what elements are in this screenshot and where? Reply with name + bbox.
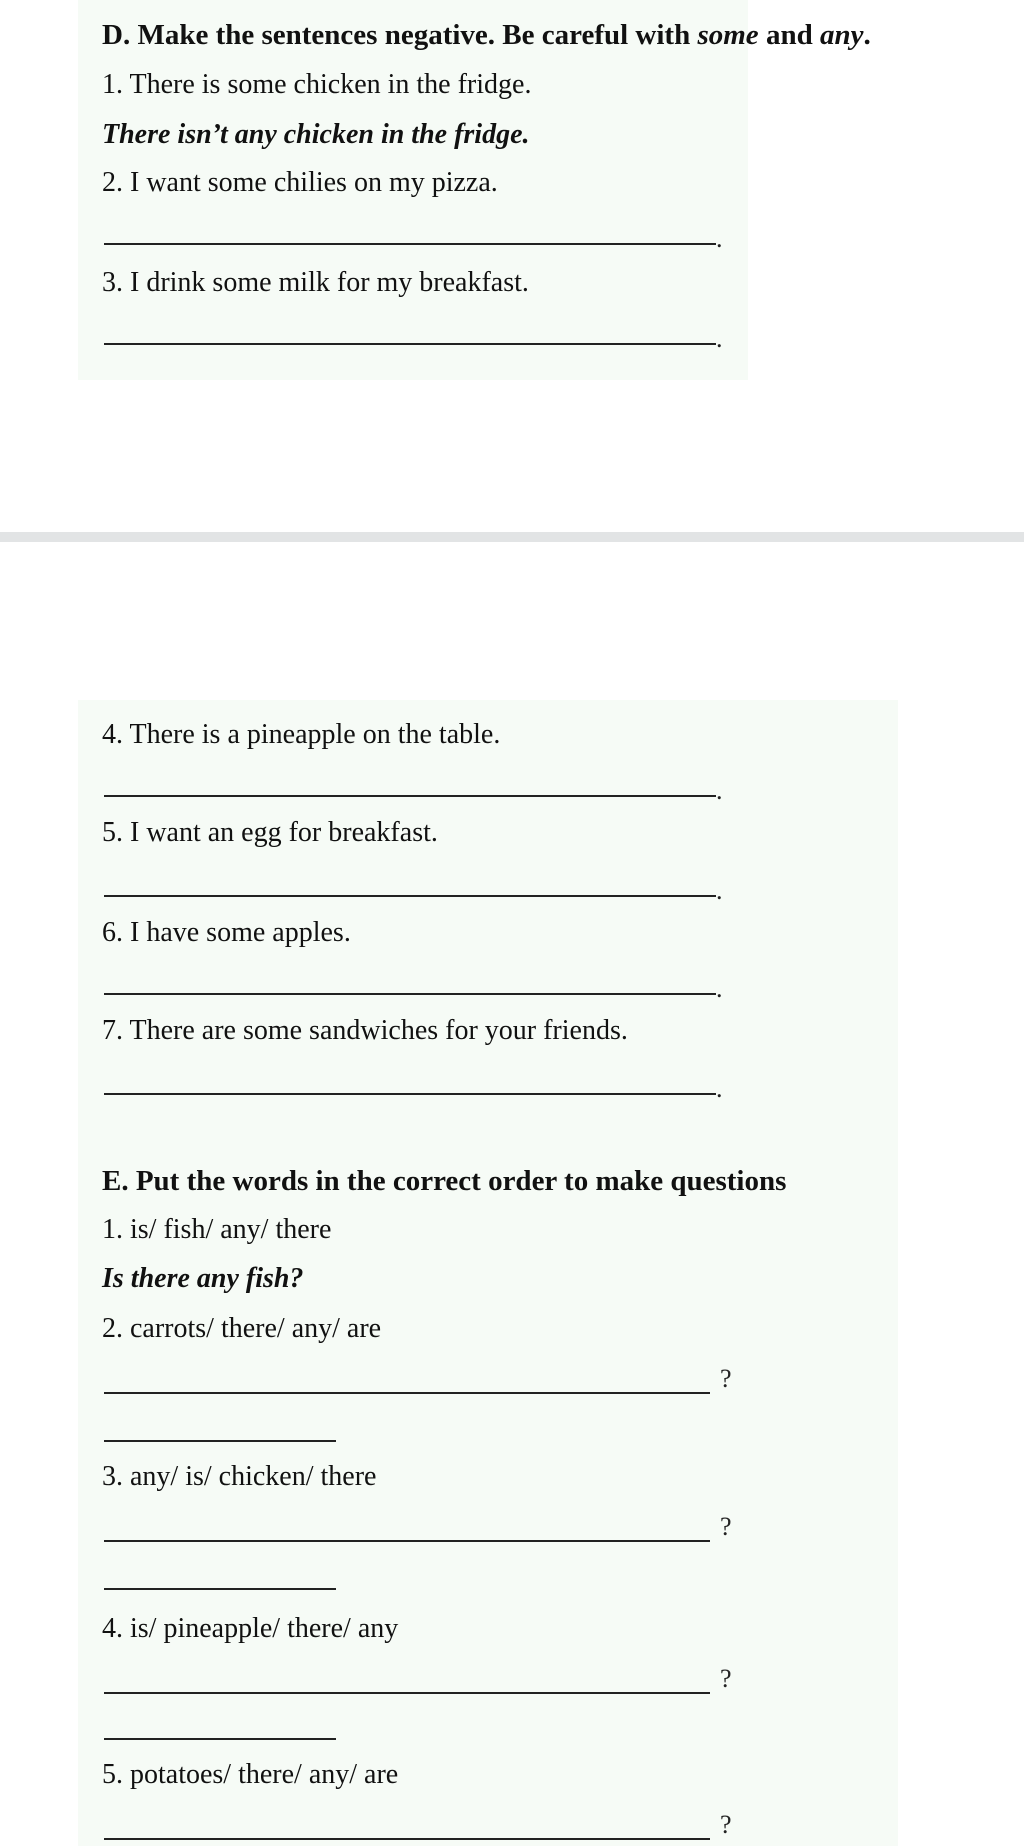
e-item-4-extra-line[interactable] [104, 1738, 336, 1740]
page-divider [0, 532, 1024, 542]
d-item-1-answer: There isn’t any chicken in the fridge. [102, 119, 530, 150]
d-item-3-end-mark: . [716, 324, 723, 353]
e-item-2-prompt: 2. carrots/ there/ any/ are [102, 1313, 382, 1344]
e-item-3-end-mark: ? [720, 1512, 732, 1541]
d-item-5-answer-line[interactable] [104, 895, 716, 897]
e-item-1-answer: Is there any fish? [102, 1263, 304, 1294]
d-item-7-prompt: 7. There are some sandwiches for your friends. [102, 1015, 628, 1046]
d-item-2-answer-line[interactable] [104, 243, 716, 245]
d-item-4-end-mark: . [716, 776, 723, 805]
d-item-4-prompt: 4. There is a pineapple on the table. [102, 719, 501, 750]
d-item-2-end-mark: . [716, 224, 723, 253]
e-item-4-answer-line[interactable] [104, 1692, 710, 1694]
e-item-3-answer-line[interactable] [104, 1540, 710, 1542]
e-item-2-extra-line[interactable] [104, 1440, 336, 1442]
e-item-3-extra-line[interactable] [104, 1588, 336, 1590]
e-item-2-end-mark: ? [720, 1364, 732, 1393]
d-item-7-end-mark: . [716, 1074, 723, 1103]
e-item-2-answer-line[interactable] [104, 1392, 710, 1394]
d-item-6-end-mark: . [716, 974, 723, 1003]
d-item-6-answer-line[interactable] [104, 993, 716, 995]
e-item-4-prompt: 4. is/ pineapple/ there/ any [102, 1613, 399, 1644]
e-item-4-end-mark: ? [720, 1664, 732, 1693]
d-item-3-answer-line[interactable] [104, 343, 716, 345]
section-e-heading: E. Put the words in the correct order to make questions [102, 1165, 787, 1197]
e-item-5-answer-line[interactable] [104, 1838, 710, 1840]
d-item-2-prompt: 2. I want some chilies on my pizza. [102, 167, 498, 198]
d-item-7-answer-line[interactable] [104, 1093, 716, 1095]
d-item-5-end-mark: . [716, 876, 723, 905]
e-item-5-end-mark: ? [720, 1810, 732, 1839]
d-item-6-prompt: 6. I have some apples. [102, 917, 351, 948]
e-item-3-prompt: 3. any/ is/ chicken/ there [102, 1461, 377, 1492]
d-item-4-answer-line[interactable] [104, 795, 716, 797]
d-item-1-prompt: 1. There is some chicken in the fridge. [102, 69, 532, 100]
e-item-1-prompt: 1. is/ fish/ any/ there [102, 1214, 332, 1245]
d-item-3-prompt: 3. I drink some milk for my breakfast. [102, 267, 529, 298]
section-d-heading: D. Make the sentences negative. Be careful with some and any. [102, 19, 871, 51]
e-item-5-prompt: 5. potatoes/ there/ any/ are [102, 1759, 399, 1790]
d-item-5-prompt: 5. I want an egg for breakfast. [102, 817, 438, 848]
